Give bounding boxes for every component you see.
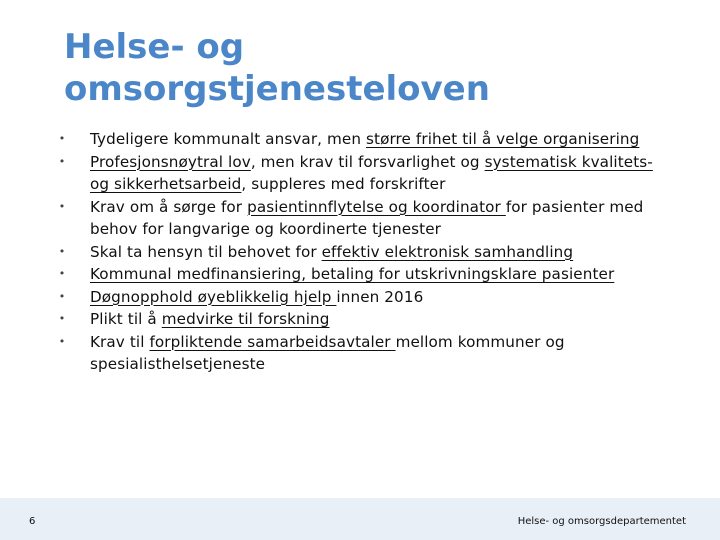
bullet-dot-icon: • [58,199,66,213]
slide-title [64,26,684,110]
bullet-text: Tydeligere kommunalt ansvar, men [90,130,367,148]
slide-title-line-1: Helse- og [64,27,245,67]
bullet-text: Krav til [90,332,150,351]
footer-organization: Helse- og omsorgsdepartementet [517,516,686,527]
page-number: 6 [29,516,36,527]
bullet-text: Skal ta hensyn til behovet for [90,242,322,261]
bullet-list [56,128,656,376]
bullet-item [56,128,656,151]
bullet-underlined-text: medvirke til forskning [161,310,330,328]
bullet-text: for pasienter med behov for langvarige og koordinerte tjenester [90,197,644,238]
bullet-item [56,308,656,331]
bullet-dot-icon: • [58,267,66,280]
bullet-text: innen 2016 [336,287,424,306]
slide-title-line-2: omsorgstjenesteloven [64,69,490,109]
bullet-text: , suppleres med forskrifter [241,175,446,193]
bullet-text: Plikt til å [90,310,162,328]
bullet-item [56,241,656,264]
bullet-dot-icon: • [58,132,66,145]
bullet-underlined-text: Kommunal medfinansiering, betaling for utskrivningsklare pasienter [90,265,615,283]
bullet-dot-icon: • [58,244,66,258]
bullet-underlined-text: Døgnopphold øyeblikkelig hjelp [90,287,337,306]
bullet-underlined-text: forpliktende samarbeidsavtaler [149,332,396,351]
bullet-text: mellom kommuner og spesialisthelsetjeneste [90,332,565,373]
bullet-text: Krav om å sørge for [90,197,248,216]
bullet-text: , men krav til forsvarlighet og [250,152,485,171]
bullet-dot-icon: • [58,289,66,303]
bullet-item [56,331,656,376]
bullet-underlined-text: pasientinnflytelse og koordinator [247,197,506,216]
bullet-item [56,196,656,241]
bullet-underlined-text: effektiv elektronisk samhandling [321,242,574,261]
bullet-underlined-text: Profesjonsnøytral lov [90,152,251,171]
bullet-item [56,263,656,286]
bullet-dot-icon: • [58,334,66,348]
bullet-dot-icon: • [58,312,66,325]
bullet-item [56,286,656,309]
bullet-dot-icon: • [58,154,66,168]
bullet-underlined-text: systematisk kvalitets- og sikkerhetsarbeid [90,152,653,193]
bullet-underlined-text: større frihet til å velge organisering [366,130,640,148]
bullet-item [56,151,656,196]
